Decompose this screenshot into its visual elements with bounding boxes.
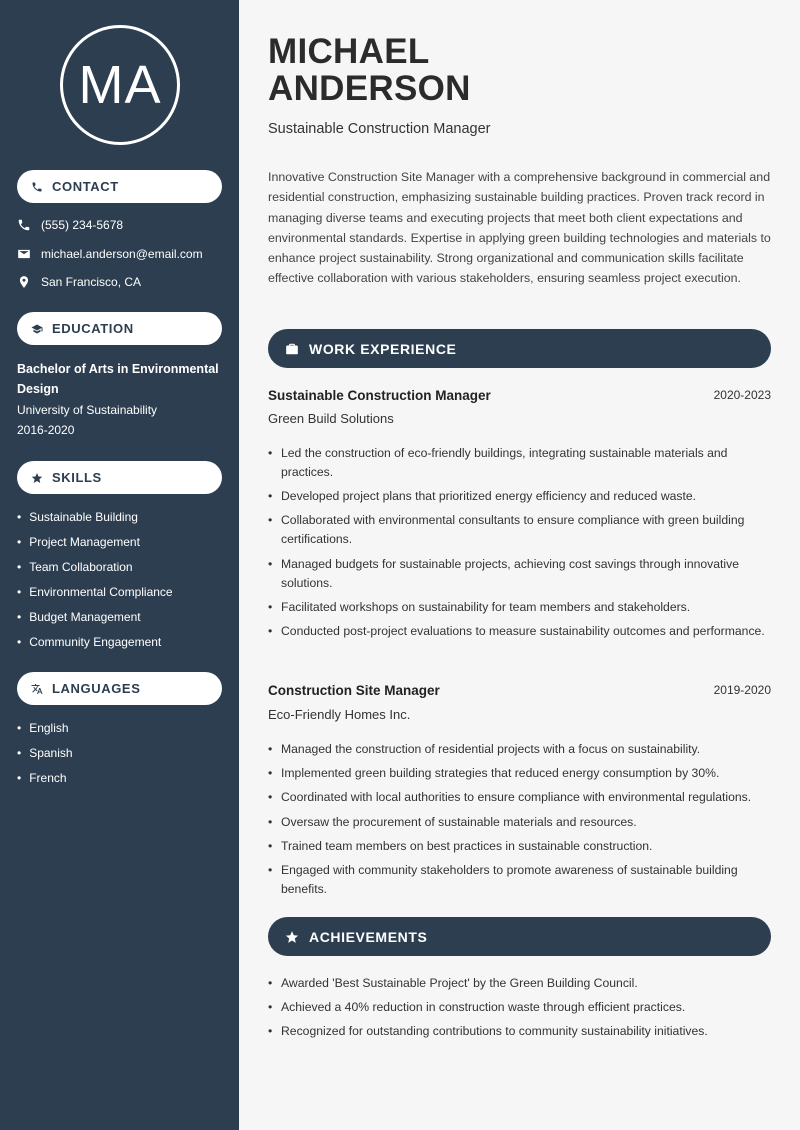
contact-heading bbox=[17, 170, 222, 203]
location-pin-icon bbox=[17, 275, 31, 289]
profile-summary: Innovative Construction Site Manager with a comprehensive background in commercial and residential construction, emphasizing sustainable building practices. Proven track record in managing diverse teams and executing projects that meet both client expectations and environmental standards. Expertise in applying green building technologies and materials to enhance project sustainability. Strong organizational and communication skills facilitate effective collaboration with various stakeholders, ensuring seamless project execution. bbox=[268, 170, 771, 286]
phone-icon bbox=[17, 218, 31, 232]
job-bullet: • Led the construction of eco-friendly buildings, integrating sustainable materials and practices. bbox=[268, 444, 771, 482]
candidate-title: Sustainable Construction Manager bbox=[268, 121, 491, 137]
contact-email-row bbox=[17, 247, 203, 261]
language-item: • Spanish bbox=[17, 745, 73, 770]
skills-list bbox=[17, 509, 173, 659]
job-bullet: • Trained team members on best practices in sustainable construction. bbox=[268, 837, 771, 856]
languages-list bbox=[17, 720, 73, 795]
job-dates: 2019-2020 bbox=[713, 683, 771, 697]
job-dates: 2020-2023 bbox=[713, 388, 771, 402]
contact-location-row bbox=[17, 275, 141, 289]
contact-phone[interactable]: (555) 234-5678 bbox=[41, 218, 124, 232]
skill-item: • Sustainable Building bbox=[17, 509, 173, 534]
job-bullet: • Conducted post-project evaluations to measure sustainability outcomes and performance. bbox=[268, 622, 771, 641]
skill-item: • Team Collaboration bbox=[17, 559, 173, 584]
contact-location: San Francisco, CA bbox=[41, 275, 142, 289]
phone-icon bbox=[31, 181, 43, 193]
job-bullet: • Facilitated workshops on sustainability for team members and stakeholders. bbox=[268, 598, 771, 617]
achievement-item: • Awarded 'Best Sustainable Project' by the Green Building Council. bbox=[268, 974, 771, 993]
job-role: Construction Site Manager bbox=[268, 683, 440, 698]
education-degree: Bachelor of Arts in Environmental Design bbox=[17, 362, 219, 396]
work-experience-heading-label: WORK EXPERIENCE bbox=[309, 340, 457, 357]
languages-heading-label: LANGUAGES bbox=[52, 681, 141, 696]
translate-icon bbox=[31, 683, 43, 695]
job-bullet: • Coordinated with local authorities to ensure compliance with environmental regulations. bbox=[268, 788, 771, 807]
job-role: Sustainable Construction Manager bbox=[268, 388, 491, 403]
job-header bbox=[268, 683, 771, 698]
email-icon bbox=[17, 247, 31, 261]
job-bullet: • Developed project plans that prioritized energy efficiency and reduced waste. bbox=[268, 487, 771, 506]
achievements-list bbox=[268, 974, 771, 1047]
education-heading bbox=[17, 312, 222, 345]
languages-heading bbox=[17, 672, 222, 705]
job-company: Green Build Solutions bbox=[268, 411, 394, 426]
language-item: • French bbox=[17, 770, 73, 795]
skills-heading-label: SKILLS bbox=[52, 470, 102, 485]
skills-heading bbox=[17, 461, 222, 494]
job-bullet: • Collaborated with environmental consultants to ensure compliance with green building certifications. bbox=[268, 511, 771, 549]
achievements-heading-label: ACHIEVEMENTS bbox=[309, 928, 428, 945]
education-years: 2016-2020 bbox=[17, 423, 75, 437]
contact-heading-label: CONTACT bbox=[52, 179, 119, 194]
education-heading-label: EDUCATION bbox=[52, 321, 134, 336]
name-last: ANDERSON bbox=[268, 69, 471, 108]
star-icon bbox=[285, 930, 299, 944]
job-bullets bbox=[268, 444, 771, 646]
job-bullet: • Implemented green building strategies that reduced energy consumption by 30%. bbox=[268, 764, 771, 783]
contact-phone-row bbox=[17, 218, 123, 232]
job-bullet: • Managed the construction of residential projects with a focus on sustainability. bbox=[268, 740, 771, 759]
achievements-heading bbox=[268, 917, 771, 956]
skill-item: • Project Management bbox=[17, 534, 173, 559]
name-first: MICHAEL bbox=[268, 32, 430, 71]
achievement-item: • Achieved a 40% reduction in construction waste through efficient practices. bbox=[268, 998, 771, 1017]
briefcase-icon bbox=[285, 342, 299, 356]
language-item: • English bbox=[17, 720, 73, 745]
skill-item: • Community Engagement bbox=[17, 634, 173, 659]
candidate-name bbox=[268, 33, 471, 107]
star-icon bbox=[31, 472, 43, 484]
achievement-item: • Recognized for outstanding contributions to community sustainability initiatives. bbox=[268, 1022, 771, 1041]
job-bullets bbox=[268, 740, 771, 904]
graduation-cap-icon bbox=[31, 323, 43, 335]
skill-item: • Budget Management bbox=[17, 609, 173, 634]
avatar-initials: MA bbox=[60, 25, 180, 145]
job-bullet: • Managed budgets for sustainable projects, achieving cost savings through innovative solutions. bbox=[268, 555, 771, 593]
job-bullet: • Engaged with community stakeholders to promote awareness of sustainable building benefits. bbox=[268, 861, 771, 899]
job-bullet: • Oversaw the procurement of sustainable materials and resources. bbox=[268, 813, 771, 832]
sidebar bbox=[0, 0, 239, 1130]
work-experience-heading bbox=[268, 329, 771, 368]
job-header bbox=[268, 388, 771, 403]
job-company: Eco-Friendly Homes Inc. bbox=[268, 707, 411, 722]
contact-email[interactable]: michael.anderson@email.com bbox=[41, 247, 203, 261]
education-school: University of Sustainability bbox=[17, 403, 158, 417]
skill-item: • Environmental Compliance bbox=[17, 584, 173, 609]
